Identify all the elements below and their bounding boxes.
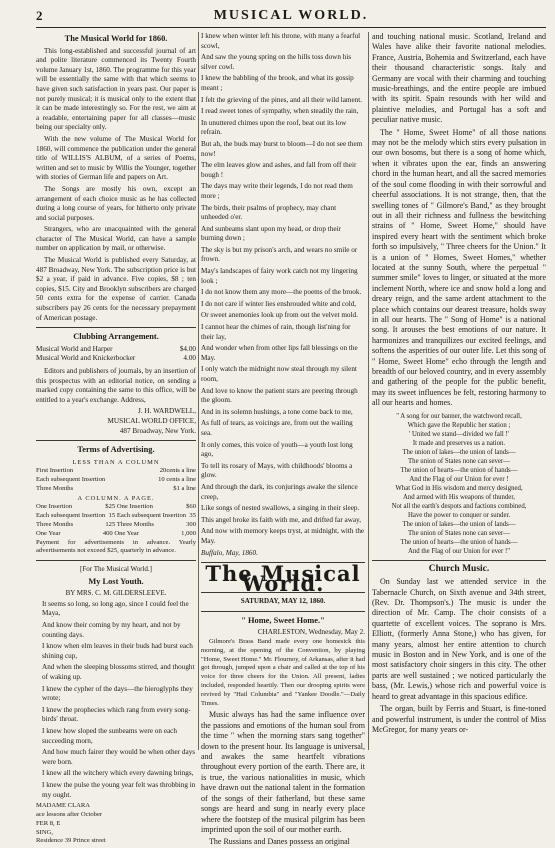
terms-price: 1,000 bbox=[181, 529, 196, 537]
signature-line: 487 Broadway, New York. bbox=[119, 426, 196, 435]
verse-line: And the Flag of our Union for ever !" bbox=[407, 547, 511, 555]
poem-author: BY MRS. C. M. GILDERSLEEVE. bbox=[65, 589, 167, 598]
margin-note: MADAME CLARA bbox=[36, 802, 91, 810]
verse-line: And armed with His weapons of thunder, bbox=[402, 493, 516, 501]
terms-price: 10 cents a line bbox=[158, 476, 196, 484]
verse-line: The union of lakes—the union of lands— bbox=[402, 520, 516, 528]
terms-price: $60 bbox=[186, 503, 196, 511]
poem-line: I knew how sloped the sunbeams were on each succeeding morn, bbox=[42, 727, 177, 745]
verse-line: The union of States none can sever— bbox=[408, 457, 510, 465]
terms-price: 35 bbox=[189, 512, 196, 520]
terms-label: One Year bbox=[36, 529, 61, 537]
poem-line: It only comes, this voice of youth—a youth lost long ago, bbox=[201, 440, 353, 459]
verse-line: ' United we stand—divided we fall !' bbox=[409, 430, 509, 438]
terms-row bbox=[36, 512, 196, 521]
verse-block bbox=[372, 412, 546, 556]
poem-line: I do not care if winter lies enshrouded white and cold, bbox=[201, 299, 357, 308]
terms-mid: 125 Three Months bbox=[105, 520, 154, 528]
poem-line: The days may write their legends, I do not read them more ; bbox=[201, 182, 353, 200]
verse-line: And the Flag of our Union for ever ! bbox=[409, 475, 509, 483]
poem-line: The sky is but my prison's arch, and wears no smile or frown. bbox=[201, 245, 358, 264]
terms-label: One Insertion bbox=[36, 503, 73, 511]
poem-continuation bbox=[201, 32, 365, 547]
poem-line: But ah, the buds may burst to bloom—I do not see them now! bbox=[201, 139, 363, 158]
poem-line: Or sweet anemonies look up from out the velvet mold. bbox=[201, 311, 358, 320]
verse-line: Not all the earth's despots and factions combined, bbox=[391, 502, 527, 510]
column-2 bbox=[201, 32, 365, 847]
terms-mid: $25 One Insertion bbox=[105, 503, 153, 511]
article-quote: Gilmore's Brass Band made every one homesick this morning, at the opening of the Convention, by playing "Home, Sweet Home." Mr. Flournoy, of Arkansas, after it had got through, jumped upon a chair and called at the top of his voice for three cheers for the Union. All present, ladies included, responded heartily. Then our drooping spirits were revived by "Hail Columbia" and "Yankee Doodle."—Daily Times. bbox=[201, 638, 365, 707]
poem-line: I knew the cypher of the days—the hieroglyphs they wrote; bbox=[42, 684, 193, 703]
article-dateline: CHARLESTON, Wednesday, May 2. bbox=[257, 628, 365, 637]
terms-row bbox=[36, 476, 196, 485]
terms-label: Each subsequent Insertion bbox=[36, 476, 106, 484]
issue-date: SATURDAY, MAY 12, 1860. bbox=[240, 597, 326, 606]
poem-line: And through the dark, its conjurings awake the silence creep, bbox=[201, 482, 358, 501]
verse-line: The union of hearts—the union of hands— bbox=[400, 538, 518, 546]
poem-line: May's landscapes of fairy work catch not my lingering look ; bbox=[201, 267, 358, 285]
article-paragraph: The " Home, Sweet Home" of all those nations may not be the melody which stirs every pulsation in our own bosoms, but there is a song of home which, when it vibrates upon the ear, finds an answering chord in the human heart, and all the sacred memories of the soul come flooding in with their sorrowful and cheerful associations. It is not strange, then, that the swelling tones of " Gilmore's Band," as they brought out in all their richness and fullness the bewitching strains of " Home, Sweet Home," should have inspired every heart with the sentiment which broke forth so impulsively, " Three cheers for the Union." It is a union of " Homes, Sweet Homes," whether located at the sunny South, where the perpetual " summer smile" loves to linger, or situated at the more inclement North, where ice and snow hold a long and dreary reign, and the same ardent attachment to the place which contains our dearest treasure, holds sway in all our hearts. The " Song of Home" is a national song. It arouses the best emotions of our nature. It harmonizes and tranquilizes our excited feelings, and softens the asperities of our outer life. Let this song of " Home, Sweet Home" echo through the length and breadth of our beloved country, and in every assembly and gathering of the people for the public benefit, may its sweet influences be felt, restoring harmony to all our hearts and homes. bbox=[372, 127, 546, 408]
article-paragraph: and touching national music. Scotland, Ireland and Wales have alike their favorite national melodies. France, Austria, Bohemia and Switzerland, each have their thousand characteristic songs. Italy and Germany are vocal with their charming and touching music-breathings, and the entire people are imbued with its spirit. Spain resounds with her wild and plaintive melodies, and Portugal has a soft and peculiar native music. bbox=[372, 32, 546, 125]
poem-line: I knew the pulse the young year felt was throbbing in my ought. bbox=[42, 780, 196, 799]
margin-notes bbox=[36, 802, 196, 846]
poem-line: I read sweet tones of sympathy, when steadily the rain, bbox=[201, 107, 359, 116]
article-paragraph: The Russians and Danes possess an original bbox=[209, 837, 350, 847]
poem-line: I knew when winter left his throne, with many a fearful scowl, bbox=[201, 32, 361, 50]
prospectus-paragraph: Strangers, who are unacquainted with the general character of The Musical World, can have a sample number on application by mail, or otherwise. bbox=[36, 225, 196, 253]
poem-line: I knew the prophecies which rang from every song-birds' throat. bbox=[42, 705, 191, 724]
rule bbox=[36, 440, 196, 441]
poem-line: And sunbeams slant upon my head, or drop their burning down ; bbox=[201, 224, 341, 243]
poem-line: The birds, their psalms of prophecy, may chant unheeded o'er. bbox=[201, 203, 337, 222]
poem-line: I knew the babbling of the brook, and what its gossip meant ; bbox=[201, 74, 354, 92]
poem-line: I cannot hear the chimes of rain, though list'ning for their lay, bbox=[201, 323, 351, 341]
terms-subheading: LESS THAN A COLUMN bbox=[72, 458, 160, 466]
clubbing-price: 4.00 bbox=[183, 354, 196, 363]
page-header bbox=[36, 8, 546, 26]
prospectus-paragraph: The Musical World is published every Saturday, at 487 Broadway, New York. The subscription price is but $2 a year, if paid in advance. Five copies, $8 ; ten copies, $15. City and Brooklyn subscribers are charged 50 cents extra for the expense of carrier. Canada subscribers pay 26 cents for the necessary prepayment of American postage. bbox=[36, 256, 196, 322]
terms-price: $1 a line bbox=[173, 484, 196, 492]
verse-line: What God in His wisdom and mercy designed, bbox=[395, 484, 523, 492]
terms-price: 20cents a line bbox=[159, 467, 196, 475]
clubbing-row bbox=[36, 354, 196, 364]
verse-line: Have the power to conquer or sunder. bbox=[407, 511, 511, 519]
header-rule bbox=[36, 27, 546, 28]
terms-row bbox=[36, 521, 196, 530]
article-title: " Home, Sweet Home." bbox=[241, 615, 325, 625]
rule bbox=[201, 611, 365, 612]
column-1 bbox=[36, 32, 196, 845]
terms-mid: 15 Each subsequent Insertion bbox=[108, 512, 187, 520]
church-paragraph: On Sunday last we attended service in the Tabernacle Church, on Sixth avenue and 34th street, (Rev. Dr. Thompson's.) The music is under the direction of Mr. Camp. The choir consists of a quartette of excellent voices. The soprano is Mrs. Elliott, (formerly Anna Stone,) who has given, for many years, almost her entire attention to church music in Boston and in New York, and is one of the most satisfactory choir singers in this city. The other parts are well sustained ; we noticed particularly the bass, (Mr. Lewis,) whose rich and powerful voice is heard to great advantage in this spacious edifice. bbox=[372, 577, 546, 701]
poem-line: I do not know them any more—the poems of the brook. bbox=[201, 288, 362, 297]
terms-row bbox=[36, 485, 196, 494]
clubbing-label: Musical World and Knickerbocker bbox=[36, 354, 136, 363]
verse-line: The union of States none can sever— bbox=[408, 529, 510, 537]
poem-line: And now with memory keeps tryst, at midnight, with the May. bbox=[201, 527, 365, 545]
editors-note: Editors and publishers of journals, by an insertion of this prospectus with an editorial notice, on sending a marked copy containing the same to this office, will be entitled to a year's exchange. Address, bbox=[36, 367, 196, 404]
prospectus-paragraph: The Songs are mostly his own, except an arrangement of each choice music as he has collected during a long course of years, for hitherto only private and social purposes. bbox=[36, 184, 196, 222]
clubbing-row bbox=[36, 345, 196, 355]
rule bbox=[36, 327, 196, 328]
poem-line: Like songs of nested swallows, a singing in their sleep. bbox=[201, 504, 360, 513]
terms-row bbox=[36, 503, 196, 512]
column-3 bbox=[372, 32, 546, 750]
poem-line: And saw the young spring on the hills toss down his silver cowl. bbox=[201, 53, 352, 71]
poem-line: It seems so long, so long ago, since I could feel the Maya, bbox=[42, 599, 189, 618]
poem-line: And love to know the patient stars are peering through the gloom. bbox=[201, 386, 358, 405]
page-number: 2 bbox=[36, 8, 43, 23]
poem-line: I only watch the midnight now steal through my silent room, bbox=[201, 365, 357, 383]
poem-source: [For The Musical World.] bbox=[80, 565, 152, 574]
poem-line: I knew all the witchery which every dawning brings, bbox=[42, 769, 194, 778]
poem-line: I felt the grieving of the pines, and all their wild lament. bbox=[201, 95, 363, 104]
signature-line: MUSICAL WORLD OFFICE, bbox=[107, 416, 196, 425]
poem-line: In unuttered chimes upon the roof, beat out its low refrain. bbox=[201, 118, 347, 137]
verse-line: " A song for our banner, the watchword recall, bbox=[396, 412, 522, 420]
terms-label: Three Months bbox=[36, 520, 74, 528]
poem-line: This angel broke its faith with me, and drifted far away, bbox=[201, 515, 362, 524]
margin-note: SING, bbox=[36, 828, 54, 836]
terms-row bbox=[36, 530, 196, 539]
verse-line: It made and preserves us a nation. bbox=[412, 439, 506, 447]
prospectus-heading: The Musical World for 1860. bbox=[64, 34, 168, 43]
margin-note: Residence 39 Prince street bbox=[36, 837, 106, 845]
poem-line: The elm leaves glow and ashes, and fall from off their bough ! bbox=[201, 161, 357, 179]
prospectus-paragraph: With the new volume of The Musical World for 1860, will commence the publication under the general title of WILLIS'S ALBUM, of a series of Poems, written and set to music by Willis the Younger, together with stories of German life and papers on Art. bbox=[36, 134, 196, 182]
rule bbox=[372, 560, 546, 561]
poem-title: My Lost Youth. bbox=[88, 576, 144, 586]
masthead: The Musical World. bbox=[205, 561, 361, 596]
terms-label: Each subsequent Insertion bbox=[36, 512, 106, 520]
clubbing-label: Musical World and Harper bbox=[36, 344, 113, 353]
article-paragraph: Music always has had the same influence over the passions and emotions of the human soul from the time " when the morning stars sang together" down to the present hour. Its language is universal, and awakes the same heartfelt vibrations throughout every portion of the earth. There are, it is true, the various nationalities in music, which have drawn out the national talent in the formation of the songs of their fatherland, but these same songs are heard and sung in nearly every place where the footstep of the musical pilgrim has been imprinted upon the soil of our mother earth. bbox=[201, 710, 365, 834]
poem-line: And wonder when from other lips fall blessings on the May. bbox=[201, 344, 358, 362]
poem-line: And how much fairer they would be when other days were born. bbox=[42, 748, 196, 766]
verse-line: The union of hearts—the union of hands— bbox=[400, 466, 518, 474]
poem-line: To tell its rosary of Mays, with childhoods' blooms a glow. bbox=[201, 461, 353, 480]
terms-price: 300 bbox=[186, 520, 196, 528]
poem-line: I know when elm leaves in their buds had burst each shining cup, bbox=[42, 642, 193, 660]
column-divider-1 bbox=[198, 32, 199, 750]
terms-footer: Payment for advertisements in advance. Yearly advertisements not exceed $25, quarterly in advance. bbox=[36, 538, 196, 555]
poem-line: And know their coming by my heart, and not by counting days. bbox=[42, 621, 181, 639]
terms-heading: Terms of Advertising. bbox=[77, 445, 155, 455]
church-music-heading: Church Music. bbox=[428, 563, 490, 574]
margin-note: FER 8, E bbox=[36, 819, 61, 827]
terms-subheading-b: A COLUMN. A PAGE. bbox=[77, 494, 155, 502]
poem-dateline: Buffalo, May, 1860. bbox=[201, 548, 258, 557]
margin-note: ace lessons after October bbox=[36, 810, 103, 818]
prospectus-paragraph: This long-established and successful journal of art and polite literature commenced its Twenty Fourth volume January 1st, 1860. The programme for this year will be essentially the same with that which seems to have given such satisfaction in years past. Our paper is not purely musical; it is musical only to the extent that it can be made interestingly so. For the rest, we aim at a readable, entertaining paper for all classes—music being our specialty only. bbox=[36, 46, 196, 132]
terms-mid: 400 One Year bbox=[102, 529, 139, 537]
column-divider-2 bbox=[368, 32, 369, 750]
clubbing-price: $4.00 bbox=[179, 344, 196, 353]
signature-line: J. H. WARDWELL, bbox=[138, 407, 196, 416]
page-title: MUSICAL WORLD. bbox=[213, 8, 369, 23]
clubbing-heading: Clubbing Arrangement. bbox=[73, 332, 159, 342]
church-paragraph: The organ, built by Ferris and Stuart, is fine-toned and powerful instrument, is under the control of Miss McGregor, for many years or- bbox=[372, 704, 546, 734]
poem-body bbox=[36, 600, 196, 800]
rule bbox=[36, 560, 196, 561]
poem-line: And when the sleeping blossoms stirred, and thought of waking up. bbox=[42, 663, 195, 682]
poem-line: As full of tears, as voicings are, from out the wailing sea. bbox=[201, 419, 353, 437]
terms-row bbox=[36, 467, 196, 476]
verse-line: Which gave the Republic her station ; bbox=[407, 421, 511, 429]
poem-line: And in its solemn hushings, a tone come back to me, bbox=[201, 407, 353, 416]
verse-line: The union of lakes—the union of lands— bbox=[402, 448, 516, 456]
terms-label: First Insertion bbox=[36, 467, 74, 475]
terms-label: Three Months bbox=[36, 484, 74, 492]
